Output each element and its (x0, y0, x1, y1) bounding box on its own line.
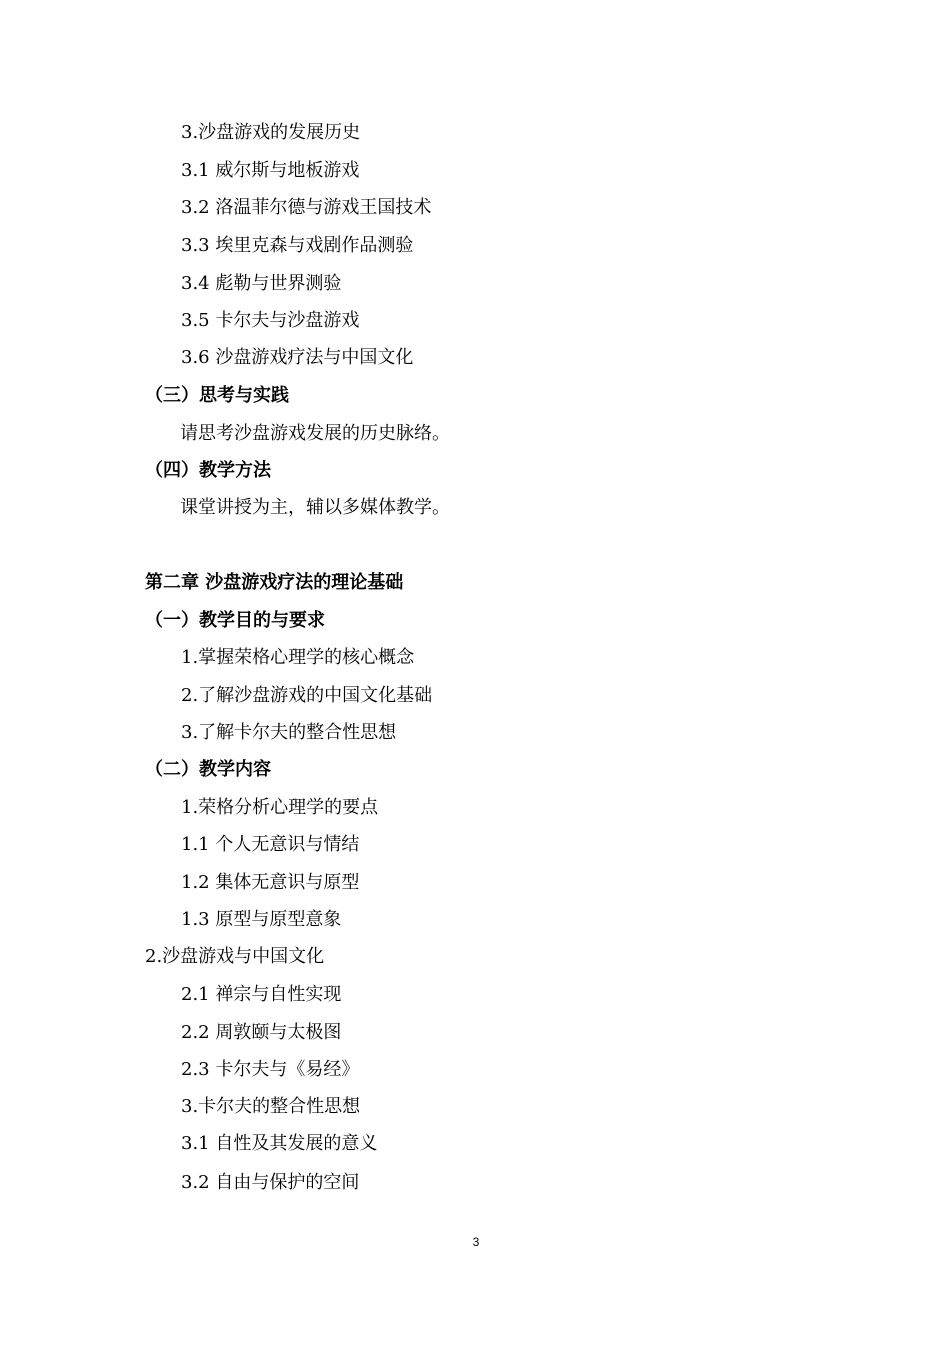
outline-item: 3.5 卡尔夫与沙盘游戏 (181, 310, 360, 331)
outline-item: 3.3 埃里克森与戏剧作品测验 (181, 235, 414, 256)
practice-heading: （三）思考与实践 (145, 385, 289, 406)
content-item: 2.3 卡尔夫与《易经》 (181, 1059, 360, 1080)
goal-item: 1.掌握荣格心理学的核心概念 (181, 647, 415, 668)
content-item: 1.3 原型与原型意象 (181, 909, 342, 930)
outline-item: 3.4 彪勒与世界测验 (181, 273, 342, 294)
practice-text: 请思考沙盘游戏发展的历史脉络。 (180, 423, 450, 444)
outline-item: 3.1 威尔斯与地板游戏 (181, 160, 360, 181)
chapter-title: 第二章 沙盘游戏疗法的理论基础 (145, 572, 404, 593)
content-item: 3.1 自性及其发展的意义 (181, 1133, 378, 1154)
goals-heading: （一）教学目的与要求 (145, 610, 325, 631)
outline-item: 3.2 洛温菲尔德与游戏王国技术 (181, 197, 432, 218)
page-number: 3 (472, 1235, 480, 1249)
content-heading: （二）教学内容 (145, 759, 271, 780)
content-item: 3.2 自由与保护的空间 (181, 1172, 360, 1193)
content-item: 2.1 禅宗与自性实现 (181, 984, 342, 1005)
outline-item: 3.6 沙盘游戏疗法与中国文化 (181, 347, 414, 368)
method-text: 课堂讲授为主，辅以多媒体教学。 (180, 497, 450, 518)
content-item: 3.卡尔夫的整合性思想 (181, 1096, 361, 1117)
method-heading: （四）教学方法 (145, 460, 271, 481)
content-item: 1.荣格分析心理学的要点 (181, 797, 379, 818)
content-item: 2.2 周敦颐与太极图 (181, 1022, 342, 1043)
goal-item: 3.了解卡尔夫的整合性思想 (181, 722, 397, 743)
content-item: 2.沙盘游戏与中国文化 (145, 946, 325, 967)
outline-item: 3.沙盘游戏的发展历史 (181, 122, 361, 143)
goal-item: 2.了解沙盘游戏的中国文化基础 (181, 685, 433, 706)
content-item: 1.1 个人无意识与情结 (181, 834, 360, 855)
content-item: 1.2 集体无意识与原型 (181, 872, 360, 893)
